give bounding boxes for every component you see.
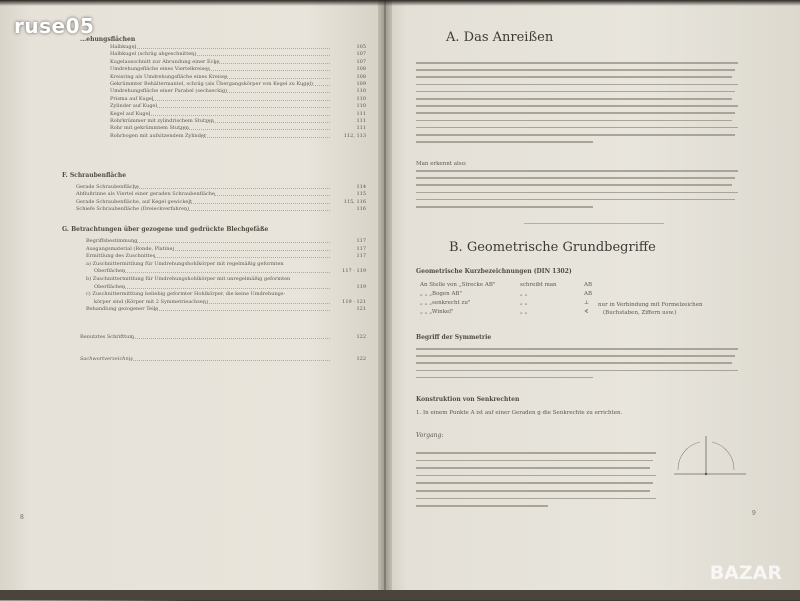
- toc-page-number: 108: [356, 73, 366, 80]
- geo-abbrev-left: „ „ „Winkel": [420, 309, 454, 315]
- toc-leader-dots: [203, 303, 330, 304]
- toc-page-number: 108: [356, 66, 366, 73]
- toc-leader-dots: [214, 63, 330, 64]
- toc-leader-dots: [214, 195, 330, 196]
- text-line: [416, 490, 650, 492]
- toc-leader-dots: [149, 115, 330, 116]
- toc-leader-dots: [222, 92, 330, 93]
- geo-abbrev-left: „ „ „Bogen AB": [420, 291, 463, 297]
- toc-heading: ...ehungsflächen: [80, 36, 136, 43]
- toc-entry: Ausgangsmaterial (Ronde, Platine): [86, 245, 175, 252]
- toc-page-number: 110: [356, 95, 366, 102]
- toc-entry: Halbkugel (schräg abgeschnitten): [110, 51, 197, 58]
- toc-page-number: 109: [356, 81, 366, 87]
- toc-entry: Prisma auf Kugel: [110, 95, 154, 102]
- toc-entry: Rohr mit gekrümmtem Stutzen: [110, 125, 189, 132]
- section-b-title: B. Geometrische Grundbegriffe: [449, 240, 656, 255]
- toc-leader-dots: [206, 70, 330, 71]
- toc-entry: Sachwortverzeichnis: [80, 356, 133, 362]
- toc-entry: Rohrkrümmer mit zylindrischem Stutzen: [110, 118, 214, 124]
- text-line: [416, 184, 732, 186]
- text-line: [416, 177, 735, 179]
- text-line: [416, 482, 653, 484]
- toc-entry: Rohrbogen mit aufsitzendem Zylinder: [110, 132, 207, 139]
- konstruktion-item: 1. In einem Punkte A ist auf einer Geraden g die Senkrechte zu errichten.: [416, 410, 623, 416]
- text-line: [416, 62, 738, 64]
- toc-entry: Gekrümmter Behältermantel, schräg (als Übergangskörper von Kegel zu Kugel): [110, 81, 313, 87]
- toc-entry: Zylinder auf Kugel: [110, 103, 158, 110]
- toc-leader-dots: [123, 272, 330, 273]
- toc-heading: G. Betrachtungen über gezogene und gedrückte Blechgefäße: [62, 226, 269, 233]
- toc-page-number: 107: [356, 51, 366, 58]
- toc-page-number: 115, 116: [343, 198, 366, 205]
- geo-abbrev-mid: „ „: [520, 300, 528, 306]
- text-line: [416, 98, 732, 100]
- text-line: [416, 498, 656, 500]
- toc-leader-dots: [188, 203, 330, 204]
- toc-entry: Begriffsbestimmung: [86, 238, 138, 244]
- text-line: [416, 199, 735, 201]
- toc-entry: Abflußrinne als Viertel einer geraden Schraubenfläche: [76, 191, 215, 198]
- toc-leader-dots: [157, 107, 330, 108]
- text-line: [416, 84, 738, 86]
- toc-heading: F. Schraubenfläche: [62, 172, 127, 179]
- toc-entry: Oberflächen: [94, 283, 126, 290]
- toc-leader-dots: [193, 55, 330, 56]
- toc-entry: Benutztes Schrifttum: [80, 334, 135, 340]
- toc-leader-dots: [129, 360, 330, 361]
- geo-abbrev-right: AB: [584, 282, 593, 288]
- toc-page-number: 119 · 121: [342, 298, 366, 305]
- toc-page-number: 112, 113: [343, 132, 366, 139]
- book-gutter: [378, 0, 392, 600]
- text-line: [416, 192, 738, 194]
- text-line: [416, 475, 656, 477]
- geo-abbrev-mid: „ „: [520, 309, 528, 315]
- bazar-watermark: BAZAR: [709, 562, 782, 584]
- text-line: [416, 134, 735, 136]
- toc-entry: c) Zuschnittermittlung beliebig geformter Hohlkörper, die keine Umdrehungs-: [86, 291, 286, 298]
- toc-entry: Kreisring als Umdrehungsfläche eines Kreises: [110, 73, 228, 80]
- text-line: [416, 452, 656, 454]
- toc-page-number: 107: [356, 58, 366, 65]
- text-line: [416, 105, 738, 107]
- toc-entry: a) Zuschnittermittlung für Umdrehungshohlkörper mit regelmäßig geformten: [86, 260, 284, 267]
- toc-leader-dots: [133, 48, 330, 49]
- toc-entry: Umdrehungsfläche einer Parabel (sechseckig): [110, 88, 227, 95]
- toc-page-number: 110: [356, 88, 366, 95]
- symmetrie-heading: Begriff der Symmetrie: [416, 334, 492, 341]
- toc-page-number: 122: [356, 334, 366, 340]
- text-line: [416, 355, 735, 357]
- geo-abbrev-heading: Geometrische Kurzbezeichnungen (DIN 1302): [416, 268, 572, 275]
- toc-entry: Behandlung gezogener Teile: [86, 306, 159, 313]
- text-line: [416, 348, 738, 350]
- toc-leader-dots: [123, 288, 330, 289]
- toc-entry: Ermittlung des Zuschnittes: [86, 253, 156, 260]
- toc-entry: Kugelausschnitt zur Abrundung einer Ecke: [110, 58, 220, 65]
- toc-entry: b) Zuschnittermittlung für Umdrehungshohlkörper mit unregelmäßig geformten: [86, 276, 291, 282]
- geo-note-1: nur in Verbindung mit Formelzeichen: [598, 302, 703, 308]
- toc-entry: Kegel auf Kugel: [110, 110, 151, 117]
- toc-entry: Gerade Schraubenfläche, auf Kegel gewickelt: [76, 198, 192, 205]
- toc-leader-dots: [172, 250, 330, 251]
- geo-abbrev-left: „ „ „senkrecht zu": [420, 300, 471, 306]
- text-line: [416, 362, 732, 364]
- text-line: [416, 460, 653, 462]
- divider-rule: [524, 223, 664, 224]
- text-line: [416, 141, 593, 143]
- geo-abbrev-left: An Stelle von „Strecke AB": [420, 282, 496, 288]
- toc-leader-dots: [133, 242, 330, 243]
- toc-leader-dots: [180, 129, 330, 130]
- vorgang-label: Vorgang:: [416, 432, 444, 439]
- toc-page-number: 115: [356, 191, 366, 198]
- toc-page-number: 122: [356, 356, 366, 362]
- toc-entry: Schiefe Schraubenfläche (Dreieckverfahren): [76, 206, 190, 213]
- text-line: [416, 127, 738, 129]
- toc-page-number: 119: [356, 283, 366, 290]
- left-page-number: 8: [20, 514, 24, 521]
- geo-abbrev-mid: schreibt man: [520, 282, 557, 288]
- toc-page-number: 114: [356, 184, 366, 190]
- toc-leader-dots: [152, 100, 330, 101]
- toc-page-number: 121: [356, 306, 366, 313]
- toc-leader-dots: [185, 210, 330, 211]
- text-line: [416, 69, 735, 71]
- toc-leader-dots: [302, 85, 330, 86]
- text-line: [416, 76, 732, 78]
- section-a-title: A. Das Anreißen: [446, 30, 554, 45]
- toc-leader-dots: [154, 257, 330, 258]
- top-shadow: [0, 0, 800, 6]
- toc-entry: Umdrehungsfläche eines Viertelkreises: [110, 66, 210, 73]
- text-line: [416, 206, 593, 208]
- table-surface: [0, 590, 800, 600]
- toc-page-number: 116: [356, 206, 366, 213]
- right-page-number: 9: [752, 510, 756, 517]
- toc-page-number: 117: [356, 245, 366, 252]
- toc-page-number: 110: [356, 103, 366, 110]
- toc-leader-dots: [132, 338, 330, 339]
- toc-page-number: 117 · 119: [342, 268, 366, 275]
- text-line: [416, 170, 738, 172]
- toc-page-number: 117: [356, 238, 366, 244]
- perpendicular-construction-diagram: [670, 430, 750, 490]
- text-line: [416, 377, 593, 379]
- geo-abbrev-right: ∢: [584, 309, 589, 315]
- ruse05-logo: ruse05: [14, 14, 95, 38]
- text-line: [416, 112, 735, 114]
- text-line: [416, 120, 732, 122]
- toc-page-number: 111: [356, 118, 366, 124]
- konstruktion-heading: Konstruktion von Senkrechten: [416, 396, 520, 403]
- toc-page-number: 111: [356, 110, 366, 117]
- toc-entry: körper sind (Körper mit 2 Symmetrieachsen): [94, 298, 208, 305]
- toc-page-number: 105: [356, 44, 366, 50]
- toc-page-number: 111: [356, 125, 366, 132]
- toc-leader-dots: [133, 188, 330, 189]
- toc-leader-dots: [224, 78, 330, 79]
- toc-entry: Oberflächen: [94, 268, 126, 275]
- text-line: [416, 467, 650, 469]
- toc-leader-dots: [206, 122, 330, 123]
- geo-abbrev-right: ⊥: [584, 300, 590, 306]
- toc-leader-dots: [154, 310, 330, 311]
- toc-entry: Gerade Schraubenfläche: [76, 184, 139, 190]
- toc-leader-dots: [201, 137, 330, 138]
- geo-abbrev-right: AB: [584, 291, 593, 297]
- toc-page-number: 117: [356, 253, 366, 260]
- geo-abbrev-mid: „ „: [520, 291, 528, 297]
- man-erkennt-label: Man erkennt also:: [416, 161, 467, 167]
- geo-note-2: (Buchstaben, Ziffern usw.): [603, 310, 677, 316]
- text-line: [416, 370, 738, 372]
- text-line: [416, 505, 548, 507]
- text-line: [416, 91, 735, 93]
- toc-entry: Halbkugel: [110, 44, 137, 50]
